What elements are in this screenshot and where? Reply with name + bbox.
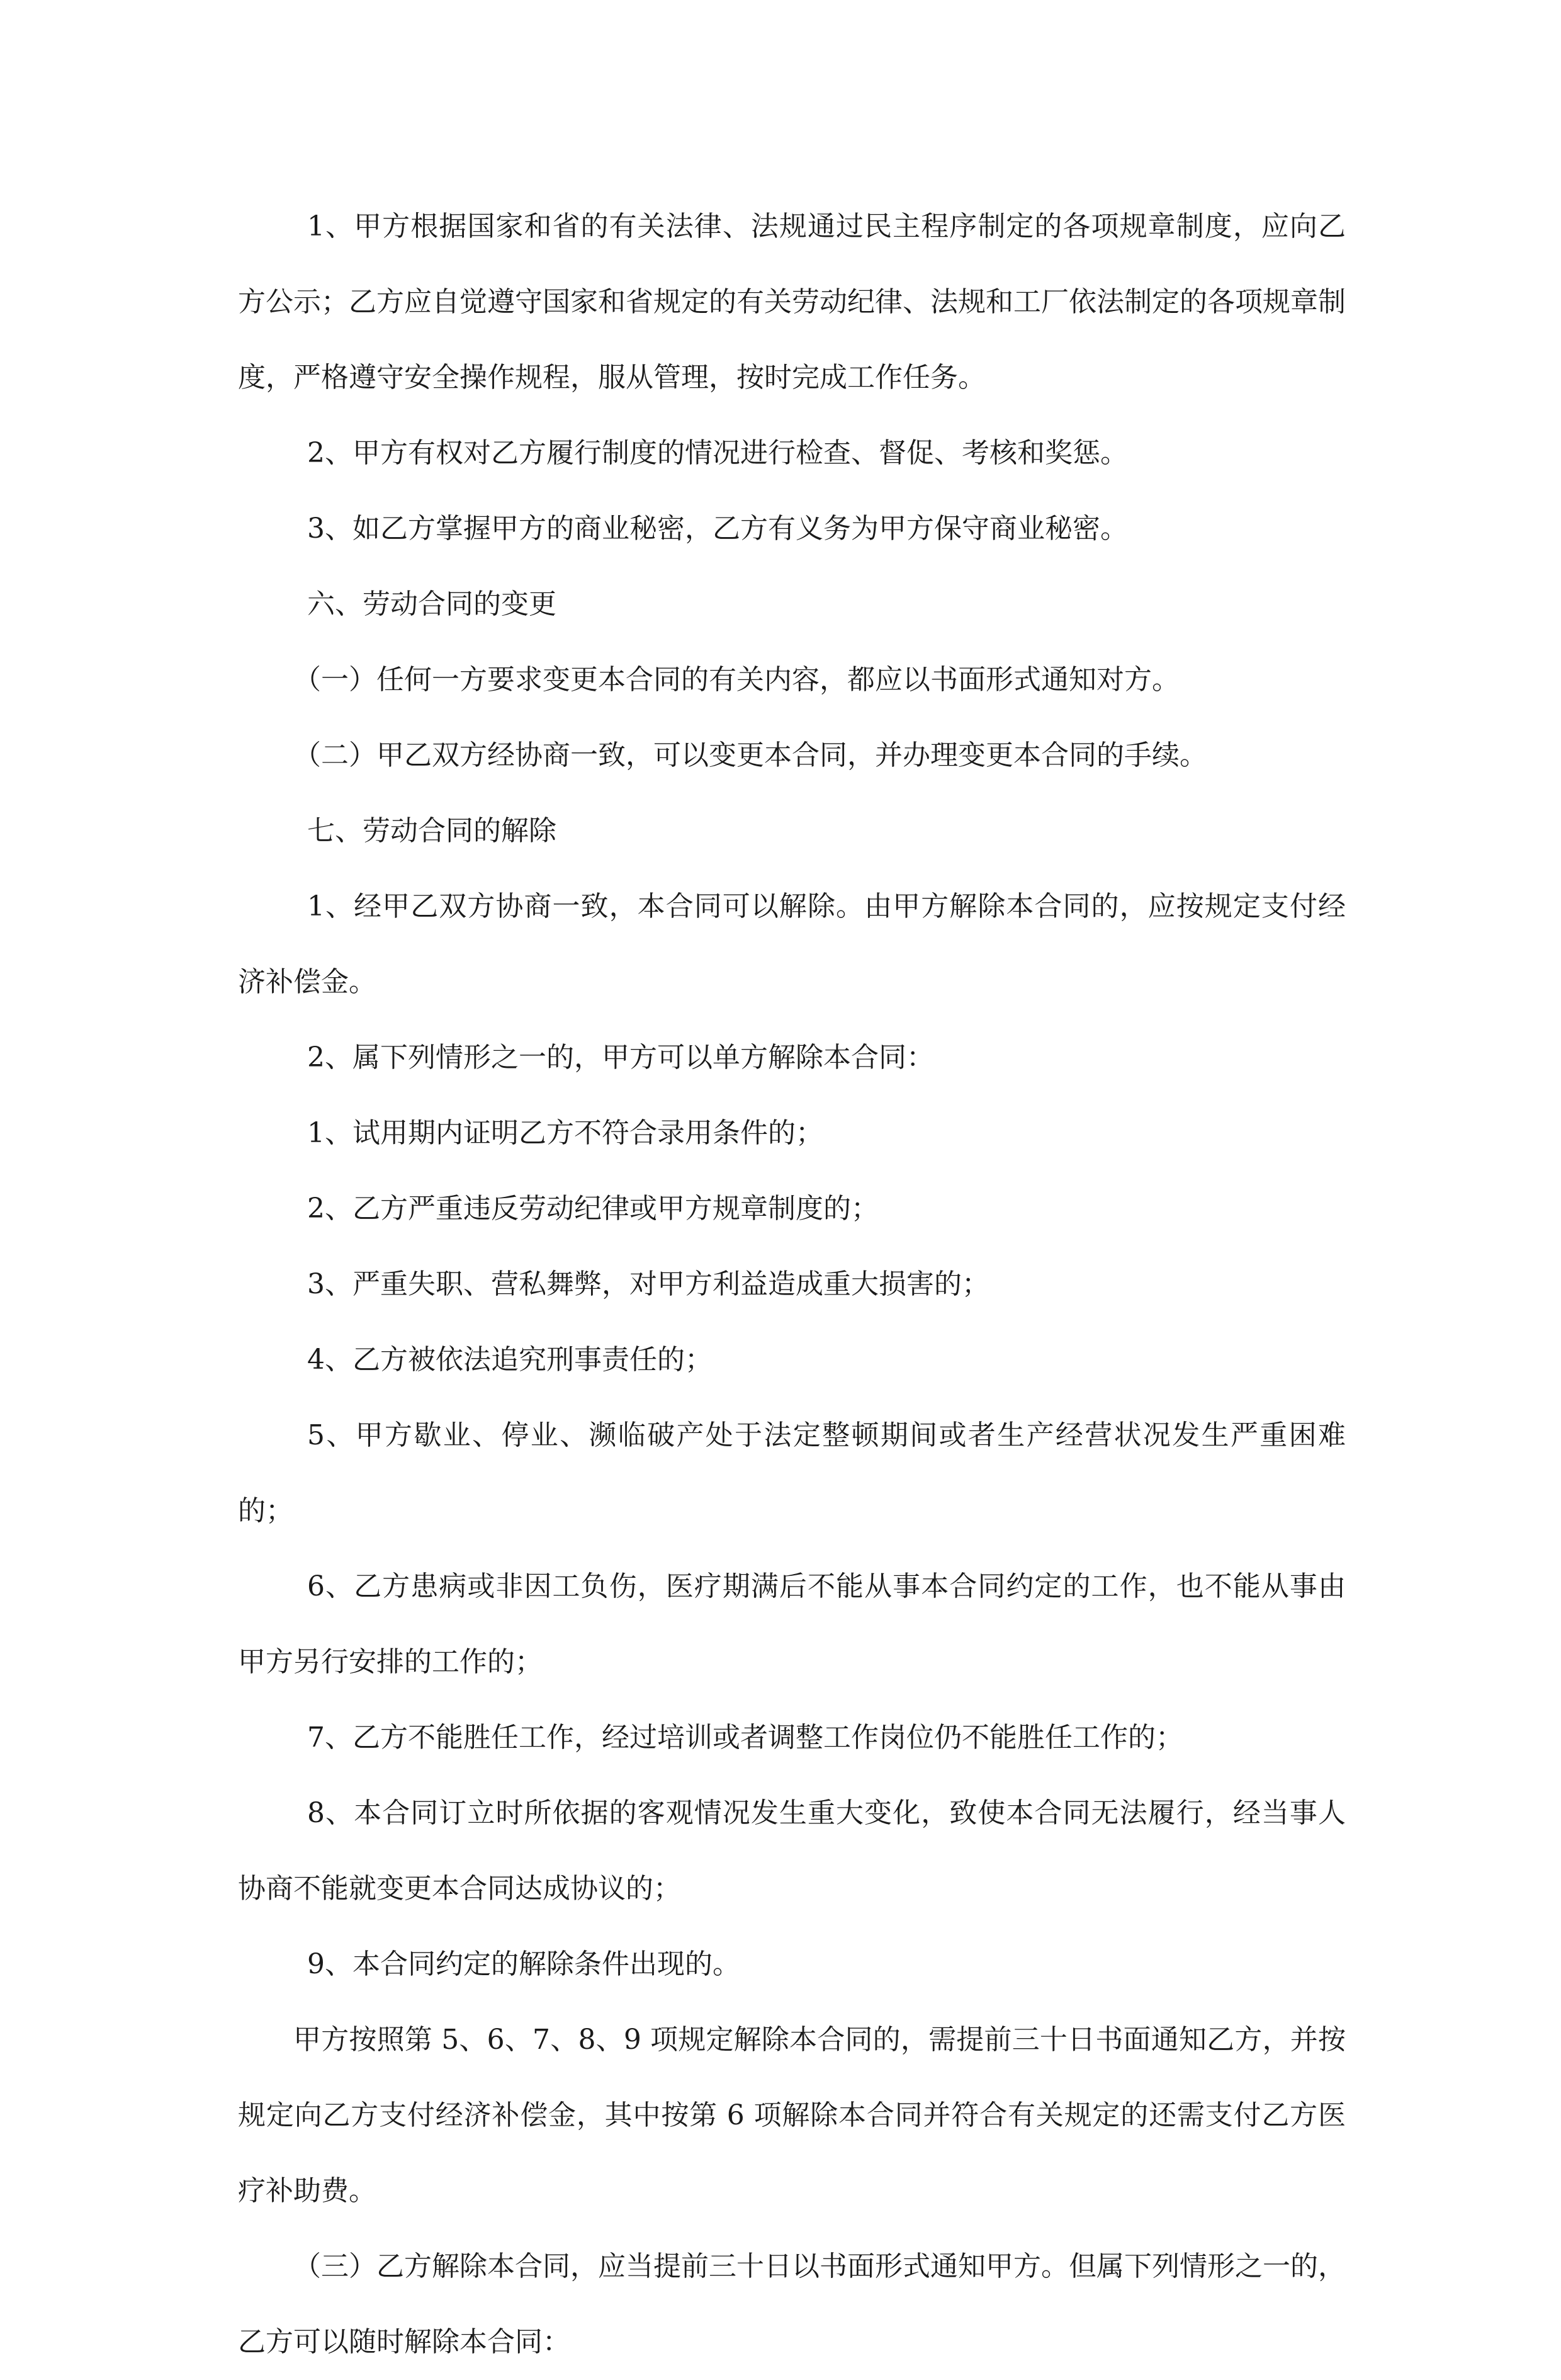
paragraph-rules-disclosure: 1、甲方根据国家和省的有关法律、法规通过民主程序制定的各项规章制度，应向乙方公示；乙方应自觉遵守国家和省规定的有关劳动纪律、法规和工厂依法制定的各项规章制度，严格遵守安全操作规程，服从管理，按时完成工作任务。 — [238, 210, 1346, 394]
section-heading-contract-termination: 七、劳动合同的解除 — [307, 815, 556, 847]
paragraph-change-notice: （一）任何一方要求变更本合同的有关内容，都应以书面形式通知对方。 — [293, 664, 1180, 696]
document-body — [238, 189, 1346, 2380]
paragraph-change-agreement: （二）甲乙双方经协商一致，可以变更本合同，并办理变更本合同的手续。 — [293, 739, 1207, 771]
paragraph-employee-termination: （三）乙方解除本合同，应当提前三十日以书面形式通知甲方。但属下列情形之一的，乙方可以随时解除本合同： — [238, 2250, 1346, 2358]
list-item-criminal-liability: 4、乙方被依法追究刑事责任的； — [307, 1344, 713, 1376]
list-item-probation: 1、试用期内证明乙方不符合录用条件的； — [307, 1117, 823, 1149]
paragraph-unilateral-termination: 2、属下列情形之一的，甲方可以单方解除本合同： — [307, 1041, 934, 1074]
list-item-incompetence: 7、乙方不能胜任工作，经过培训或者调整工作岗位仍不能胜任工作的； — [307, 1721, 1183, 1754]
list-item-agreed-condition: 9、本合同约定的解除条件出现的。 — [307, 1948, 740, 1980]
list-item-discipline-violation: 2、乙方严重违反劳动纪律或甲方规章制度的； — [307, 1193, 879, 1225]
paragraph-trade-secret: 3、如乙方掌握甲方的商业秘密，乙方有义务为甲方保守商业秘密。 — [307, 513, 1128, 545]
list-item-dereliction: 3、严重失职、营私舞弊，对甲方利益造成重大损害的； — [307, 1268, 989, 1300]
list-item-business-difficulty: 5、甲方歇业、停业、濒临破产处于法定整顿期间或者生产经营状况发生严重困难的； — [238, 1419, 1346, 1527]
list-item-circumstance-change: 8、本合同订立时所依据的客观情况发生重大变化，致使本合同无法履行，经当事人协商不能就变更本合同达成协议的； — [238, 1797, 1346, 1905]
section-heading-contract-change: 六、劳动合同的变更 — [307, 588, 556, 620]
paragraph-notice-compensation: 甲方按照第 5、6、7、8、9 项规定解除本合同的，需提前三十日书面通知乙方，并按规定向乙方支付经济补偿金，其中按第 6 项解除本合同并符合有关规定的还需支付乙方医疗补助费。 — [238, 2024, 1346, 2207]
paragraph-mutual-termination: 1、经甲乙双方协商一致，本合同可以解除。由甲方解除本合同的，应按规定支付经济补偿金。 — [238, 890, 1346, 998]
paragraph-inspection-right: 2、甲方有权对乙方履行制度的情况进行检查、督促、考核和奖惩。 — [307, 437, 1128, 469]
list-item-illness-injury: 6、乙方患病或非因工负伤，医疗期满后不能从事本合同约定的工作，也不能从事由甲方另行安排的工作的； — [238, 1570, 1346, 1678]
